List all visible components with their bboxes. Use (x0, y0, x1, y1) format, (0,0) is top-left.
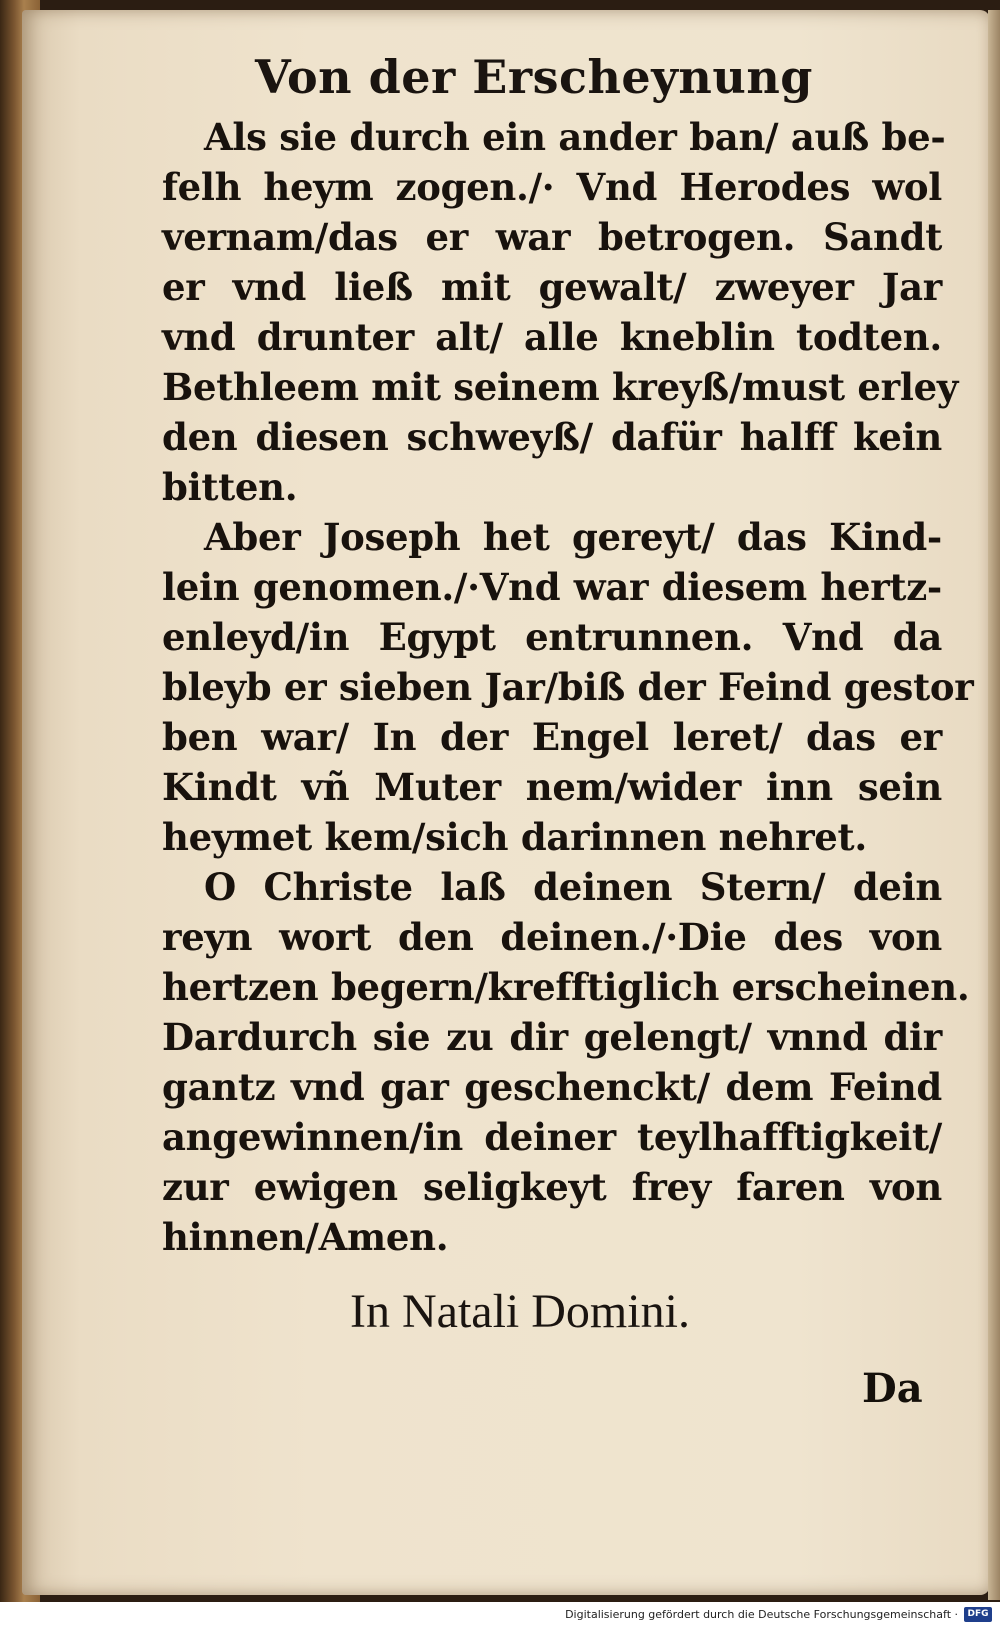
text-line: den diesen schweyß/ dafür halff kein (162, 415, 942, 459)
text-line: felh heym zogen./· Vnd Herodes wol (162, 165, 942, 209)
text-line: Als sie durch ein ander ban/ auß be- (204, 115, 946, 159)
text-line: zur ewigen seligkeyt frey faren von (162, 1165, 942, 1209)
text-line: Bethleem mit seinem kreyß/must erley (162, 365, 959, 409)
text-line: ben war/ In der Engel leret/ das er (162, 715, 942, 759)
text-line: Kindt vñ Muter nem/wider inn sein (162, 765, 942, 809)
text-line: vernam/das er war betrogen. Sandt (162, 215, 942, 259)
catchword: Da (862, 1365, 923, 1412)
text-line: reyn wort den deinen./·Die des von (162, 915, 942, 959)
dfg-logo-icon: DFG (964, 1607, 992, 1622)
text-line: hertzen begern/krefftiglich erscheinen. (162, 965, 970, 1009)
text-line: Aber Joseph het gereyt/ das Kind- (204, 515, 942, 559)
text-block (162, 112, 974, 1262)
text-line: gantz vnd gar geschenckt/ dem Feind (162, 1065, 942, 1109)
running-head: Von der Erscheynung (255, 50, 813, 104)
section-title: In Natali Domini. (350, 1285, 690, 1338)
paragraph-1 (162, 112, 959, 512)
text-line: Dardurch sie zu dir gelengt/ vnnd dir (162, 1015, 942, 1059)
text-line: bitten. (162, 465, 298, 509)
text-line: bleyb er sieben Jar/biß der Feind gestor (162, 665, 974, 709)
text-line: O Christe laß deinen Stern/ dein (204, 865, 942, 909)
text-line: vnd drunter alt/ alle kneblin todten. (162, 315, 942, 359)
paragraph-2 (162, 512, 974, 862)
digitization-footer (0, 1602, 1000, 1630)
text-line: enleyd/in Egypt entrunnen. Vnd da (162, 615, 942, 659)
text-line: er vnd ließ mit gewalt/ zweyer Jar (162, 265, 942, 309)
text-line: lein genomen./·Vnd war diesem hertz- (162, 565, 942, 609)
text-line: angewinnen/in deiner teylhafftigkeit/ (162, 1115, 942, 1159)
paragraph-3 (162, 862, 970, 1262)
text-line: hinnen/Amen. (162, 1215, 449, 1259)
text-line: heymet kem/sich darinnen nehret. (162, 815, 867, 859)
funding-credit: Digitalisierung gefördert durch die Deutsche Forschungsgemeinschaft · (565, 1608, 958, 1621)
page-stack-edge (988, 10, 1000, 1600)
